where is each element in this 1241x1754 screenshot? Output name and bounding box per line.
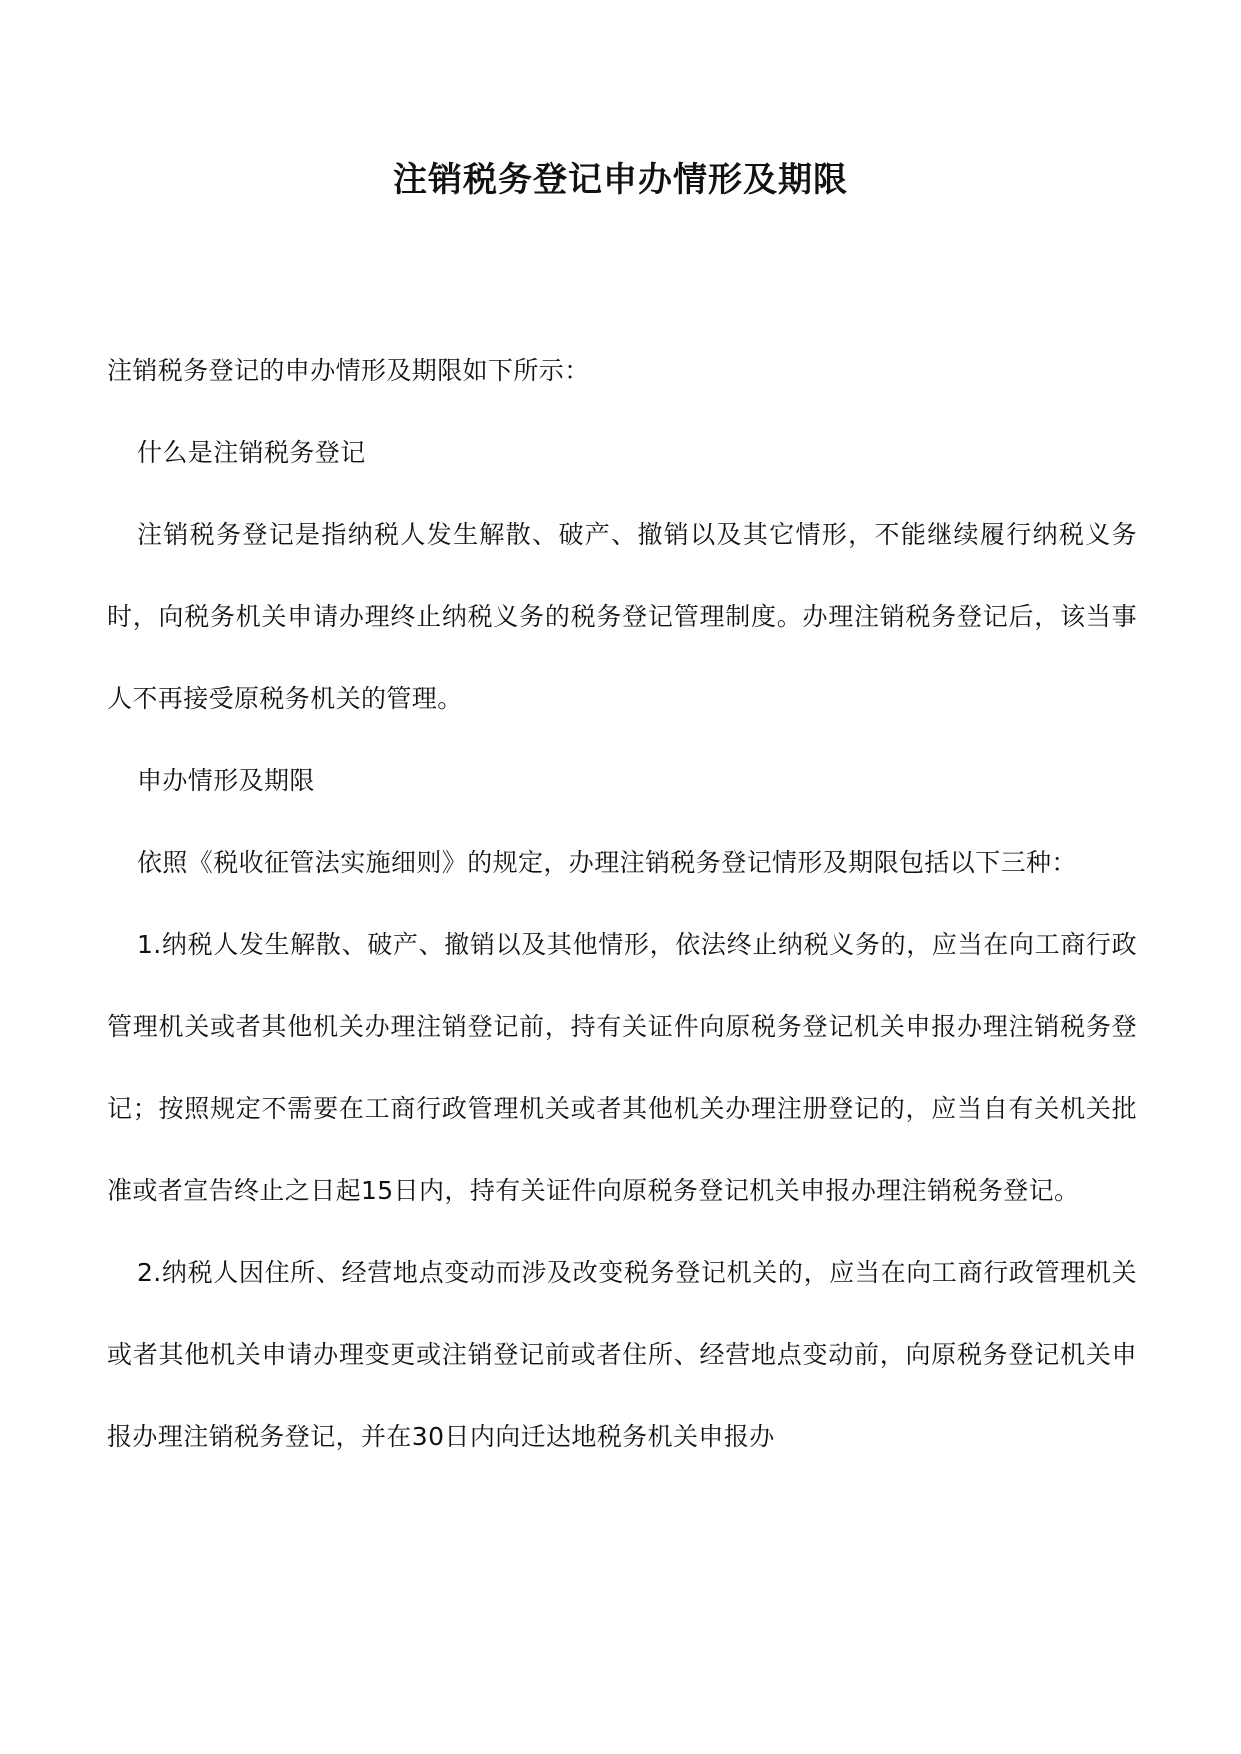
section-heading-cases: 申办情形及期限 bbox=[137, 766, 315, 795]
cases-intro-paragraph: 依照《税收征管法实施细则》的规定，办理注销税务登记情形及期限包括以下三种： bbox=[137, 848, 1077, 877]
definition-paragraph: 注销税务登记是指纳税人发生解散、破产、撤销以及其它情形，不能继续履行纳税义务时，向税务机关申请办理终止纳税义务的税务登记管理制度。办理注销税务登记后，该当事人不再接受原税务机关的管理。 bbox=[107, 520, 1137, 713]
document-body bbox=[107, 330, 1137, 1478]
section-heading-definition: 什么是注销税务登记 bbox=[137, 438, 366, 467]
case-1-paragraph: 1.纳税人发生解散、破产、撤销以及其他情形，依法终止纳税义务的，应当在向工商行政管理机关或者其他机关办理注销登记前，持有关证件向原税务登记机关申报办理注销税务登记；按照规定不需要在工商行政管理机关或者其他机关办理注册登记的，应当自有关机关批准或者宣告终止之日起15日内，持有关证件向原税务登记机关申报办理注销税务登记。 bbox=[107, 930, 1137, 1205]
case-2-paragraph: 2.纳税人因住所、经营地点变动而涉及改变税务登记机关的，应当在向工商行政管理机关或者其他机关申请办理变更或注销登记前或者住所、经营地点变动前，向原税务登记机关申报办理注销税务登记，并在30日内向迁达地税务机关申报办 bbox=[107, 1258, 1137, 1451]
intro-paragraph: 注销税务登记的申办情形及期限如下所示： bbox=[107, 356, 590, 385]
document-title: 注销税务登记申办情形及期限 bbox=[393, 160, 848, 200]
